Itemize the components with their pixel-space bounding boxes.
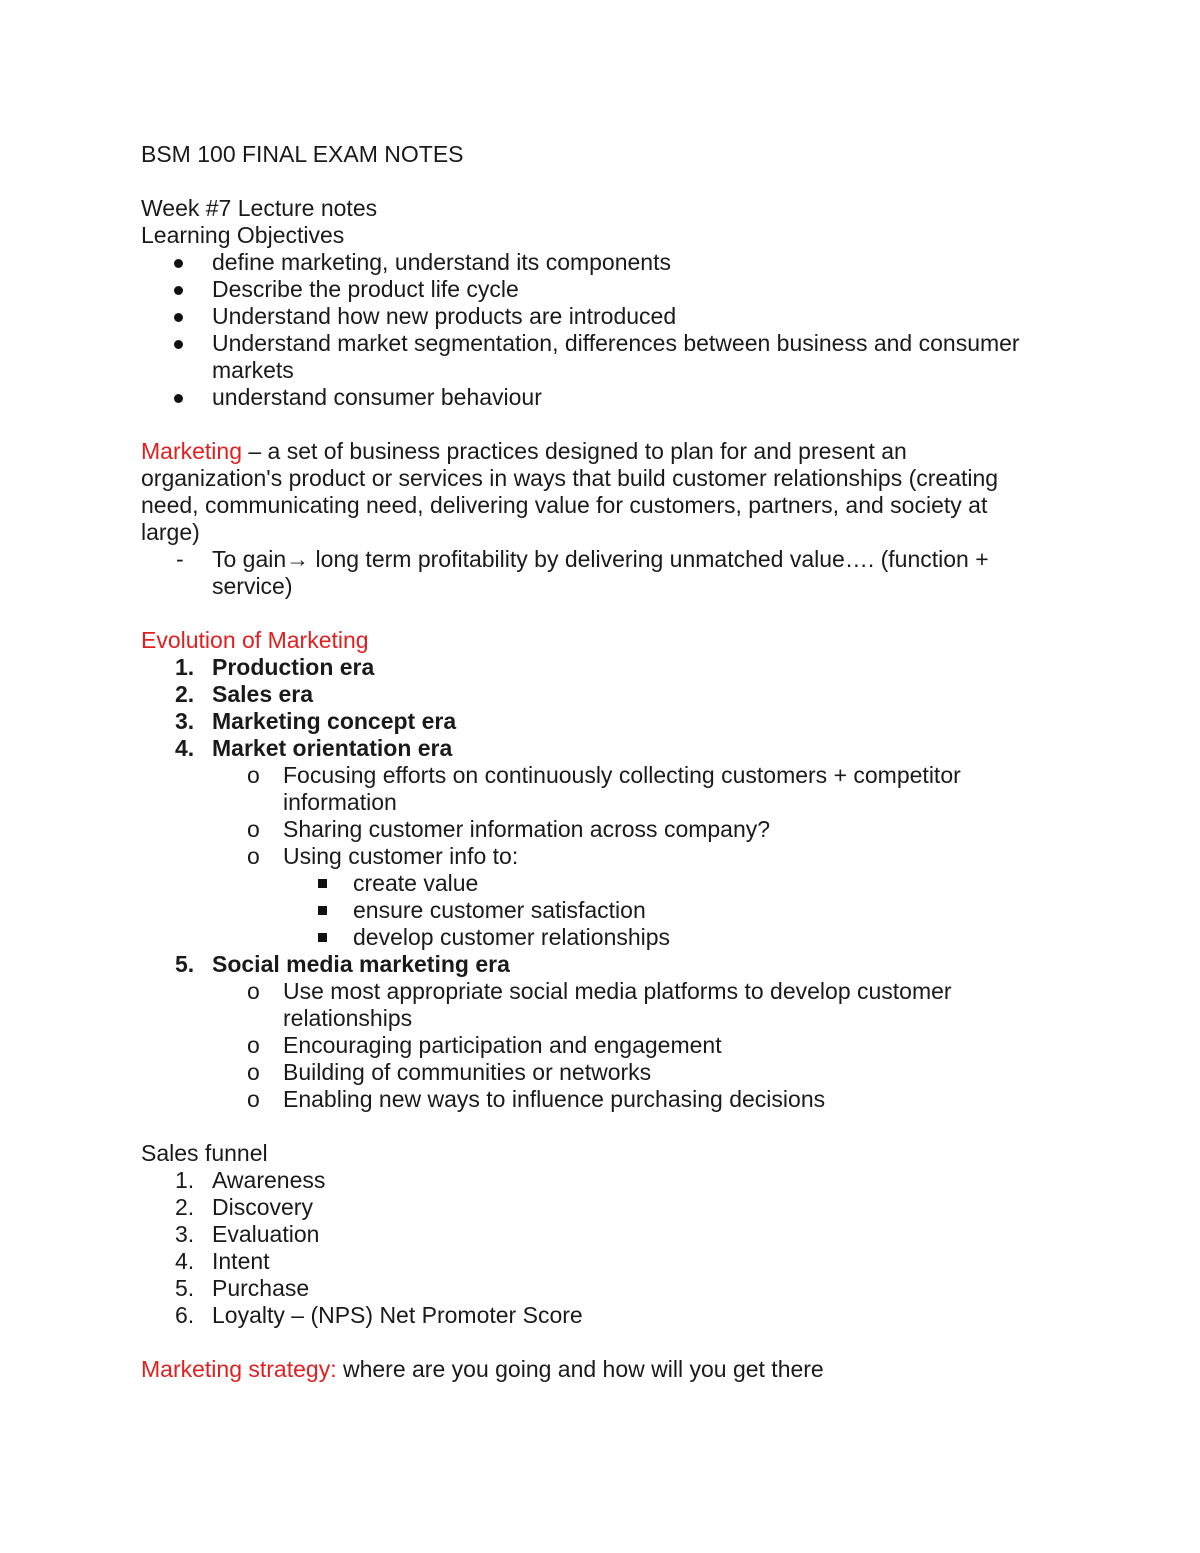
objectives-heading: Learning Objectives	[141, 222, 345, 248]
bullet-icon	[174, 394, 183, 403]
eras-list	[141, 654, 1051, 762]
list-number: 1.	[175, 654, 195, 680]
list-item: define marketing, understand its components	[141, 249, 1051, 276]
era4-subpoints-list	[141, 870, 1051, 951]
spacer	[141, 1329, 1051, 1356]
circle-bullet-icon: o	[247, 843, 260, 869]
objectives-list	[141, 249, 1051, 411]
list-item: o Focusing efforts on continuously collecting customers + competitor information	[247, 762, 961, 815]
bullet-icon	[174, 340, 183, 349]
list-item: 4. Intent	[175, 1248, 270, 1274]
list-item: 2. Sales era	[175, 681, 314, 707]
list-item: 1. Production era	[175, 654, 375, 680]
list-item: understand consumer behaviour	[141, 384, 1051, 411]
list-number: 3.	[175, 1221, 195, 1247]
list-item: 3. Evaluation	[175, 1221, 320, 1247]
list-number: 1.	[175, 1167, 195, 1193]
funnel-list	[141, 1167, 1051, 1329]
strategy-term: Marketing strategy:	[141, 1356, 337, 1382]
circle-bullet-icon: o	[247, 1086, 260, 1112]
dash-icon: -	[176, 546, 184, 572]
marketing-definition: – a set of business practices designed to plan for and present an organization's product or services in ways that build customer relationships (creating need, communicating need, delivering value for customers, partners, and society at large)	[141, 438, 999, 545]
square-bullet-icon	[318, 933, 327, 942]
list-item: 1. Awareness	[175, 1167, 326, 1193]
circle-bullet-icon: o	[247, 816, 260, 842]
list-number: 4.	[175, 1248, 195, 1274]
marketing-definition-paragraph	[141, 438, 1031, 546]
era4-points-list	[141, 762, 1051, 870]
marketing-term: Marketing	[141, 438, 242, 464]
list-item: 4. Market orientation era	[175, 735, 453, 761]
list-item: o Enabling new ways to influence purchasing decisions	[247, 1086, 826, 1112]
circle-bullet-icon: o	[247, 762, 260, 788]
list-item: 3. Marketing concept era	[175, 708, 457, 734]
list-item: ensure customer satisfaction	[141, 897, 1051, 924]
funnel-heading: Sales funnel	[141, 1140, 268, 1166]
spacer	[141, 1113, 1051, 1140]
eras-list-continued	[141, 951, 1051, 978]
list-item: 6. Loyalty – (NPS) Net Promoter Score	[175, 1302, 583, 1328]
list-item: o Building of communities or networks	[247, 1059, 652, 1085]
bullet-icon	[174, 259, 183, 268]
list-item: Describe the product life cycle	[141, 276, 1051, 303]
circle-bullet-icon: o	[247, 1032, 260, 1058]
list-item: Understand market segmentation, differences between business and consumer markets	[141, 330, 1052, 384]
list-number: 2.	[175, 681, 195, 707]
notes-content	[141, 141, 1051, 1383]
evolution-heading: Evolution of Marketing	[141, 627, 369, 653]
list-number: 6.	[175, 1302, 195, 1328]
document-title: BSM 100 FINAL EXAM NOTES	[141, 141, 464, 167]
spacer	[141, 600, 1051, 627]
marketing-dash-list	[141, 546, 1051, 600]
list-item: o Sharing customer information across company?	[247, 816, 771, 842]
square-bullet-icon	[318, 879, 327, 888]
list-item: 5. Purchase	[175, 1275, 310, 1301]
circle-bullet-icon: o	[247, 1059, 260, 1085]
week-heading: Week #7 Lecture notes	[141, 195, 378, 221]
list-item: develop customer relationships	[141, 924, 1051, 951]
square-bullet-icon	[318, 906, 327, 915]
list-item: Understand how new products are introduced	[141, 303, 1051, 330]
list-item: 5. Social media marketing era	[175, 951, 510, 977]
list-number: 3.	[175, 708, 195, 734]
strategy-line	[141, 1356, 1051, 1383]
list-item: 2. Discovery	[175, 1194, 313, 1220]
list-number: 5.	[175, 951, 195, 977]
bullet-icon	[174, 313, 183, 322]
bullet-icon	[174, 286, 183, 295]
list-item: create value	[141, 870, 1051, 897]
spacer	[141, 411, 1051, 438]
list-number: 2.	[175, 1194, 195, 1220]
list-item: - To gain→ long term profitability by delivering unmatched value…. (function + service)	[176, 546, 989, 599]
list-item: o Using customer info to:	[247, 843, 519, 869]
era5-points-list	[141, 978, 1051, 1113]
spacer	[141, 168, 1051, 195]
list-number: 5.	[175, 1275, 195, 1301]
list-item: o Encouraging participation and engagement	[247, 1032, 722, 1058]
list-number: 4.	[175, 735, 195, 761]
list-item: o Use most appropriate social media platforms to develop customer relationships	[247, 978, 952, 1031]
circle-bullet-icon: o	[247, 978, 260, 1004]
strategy-text: where are you going and how will you get there	[336, 1356, 824, 1382]
